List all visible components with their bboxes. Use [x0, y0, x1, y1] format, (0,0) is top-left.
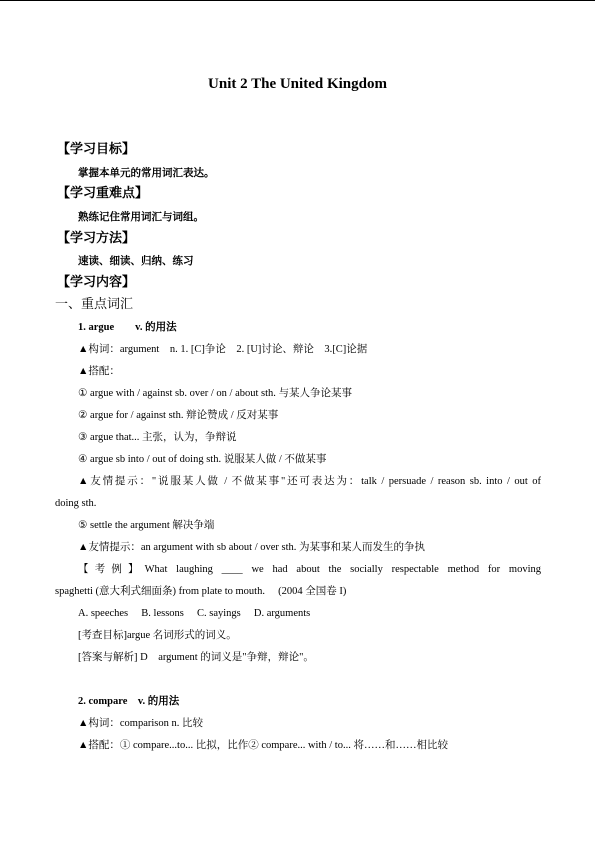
- argue-c2: ② argue for / against sth. 辩论赞成 / 反对某事: [78, 410, 279, 421]
- key-heading: 【学习重难点】: [57, 186, 149, 201]
- compare-gouci: ▲构词：comparison n. 比较: [78, 718, 204, 729]
- example-answer: [答案与解析] D argument 的词义是"争辩，辩论"。: [78, 652, 314, 663]
- argue-c4: ④ argue sb into / out of doing sth. 说服某人做 / 不做某事: [78, 454, 327, 465]
- compare-dapei: ▲搭配：① compare...to... 比拟，比作② compare... with / to... 将……和……相比较: [78, 740, 448, 751]
- method-text: 速读、细读、归纳、练习: [78, 255, 194, 267]
- content-heading: 【学习内容】: [57, 275, 136, 290]
- argue-dapei: ▲搭配：: [78, 366, 120, 377]
- example-options: A. speeches B. lessons C. sayings D. arguments: [78, 608, 311, 619]
- argue-heading: 1. argue v. 的用法: [78, 322, 177, 333]
- goal-text: 掌握本单元的常用词汇表达。: [78, 167, 215, 179]
- page-title: Unit 2 The United Kingdom: [208, 76, 387, 92]
- argue-tip1a: ▲友情提示："说服某人做 / 不做某事"还可表达为：talk / persuade / reason sb. into / out of: [78, 476, 541, 487]
- method-heading: 【学习方法】: [57, 231, 136, 246]
- example-line-b: spaghetti (意大利式细面条) from plate to mouth. (2004 全国卷 I): [55, 586, 347, 597]
- argue-c1: ① argue with / against sb. over / on / about sth. 与某人争论某事: [78, 388, 353, 399]
- goal-heading: 【学习目标】: [57, 142, 136, 157]
- argue-c5: ⑤ settle the argument 解决争端: [78, 520, 215, 531]
- top-rule: [0, 0, 595, 1]
- argue-tip1b: doing sth.: [55, 498, 97, 509]
- part1-heading: 一、重点词汇: [55, 297, 134, 312]
- compare-heading: 2. compare v. 的用法: [78, 696, 180, 707]
- argue-c3: ③ argue that... 主张，认为，争辩说: [78, 432, 237, 443]
- key-text: 熟练记住常用词汇与词组。: [78, 211, 204, 223]
- argue-gouci: ▲构词：argument n. 1. [C]争论 2. [U]讨论、辩论 3.[C]论据: [78, 344, 368, 355]
- example-target: [考查目标]argue 名词形式的词义。: [78, 630, 237, 641]
- example-line-a: 【考例】What laughing ____ we had about the socially respectable method for moving: [78, 564, 541, 575]
- argue-tip2: ▲友情提示：an argument with sb about / over sth. 为某事和某人而发生的争执: [78, 542, 426, 553]
